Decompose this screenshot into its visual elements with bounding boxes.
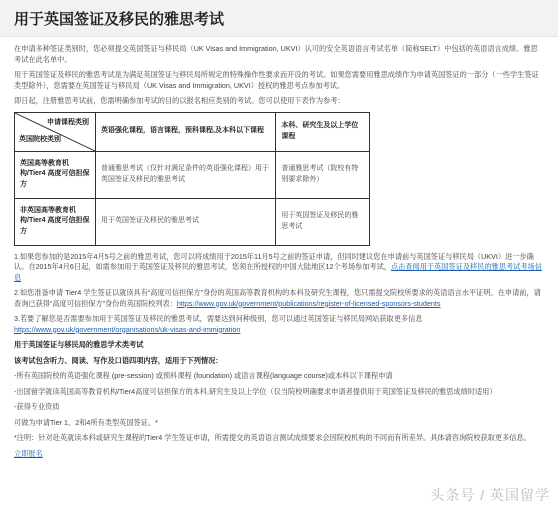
table-cell: 普通雅思考试（仅针对满足条件的英语强化课程）用于英国签证及移民的雅思考试 [96, 151, 276, 198]
note-2 [14, 288, 544, 309]
page-title: 用于英国签证及移民的雅思考试 [14, 11, 225, 28]
table-cell: 用于英国签证及移民的雅思考试 [276, 198, 370, 245]
corner-top-label: 申请课程类别 [47, 118, 89, 126]
note-3 [14, 314, 544, 335]
corner-bottom-label: 英国院校类别 [19, 136, 61, 143]
bullet-item: -获得专业资质 [14, 402, 60, 411]
title-bar [0, 0, 558, 37]
table-cell: 用于英国签证及移民的雅思考试 [96, 198, 276, 245]
table-row-header-1: 英国高等教育机构/Tier4 高度可信担保方 [15, 151, 96, 198]
note-1-text: 1.如果您参加的是2015年4月5号之前的雅思考试，您可以将成绩用于2015年11月5号之前的签证申请，但同时建议您在申请前与英国签证与移民局（UKVI）进一步确认。自2015年4月6日起，如需参加用于英国签证及移民的雅思考试，您须在所授权的中国大陆地区12个考场参加考试， [14, 251, 534, 271]
table-col-header-2: 本科、研究生及以上学位课程 [276, 112, 370, 151]
academic-subheading: 该考试包含听力、阅读、写作及口语四项内容，适用于下列情况： [14, 355, 223, 365]
register-now-link[interactable]: 立即报名 [14, 448, 43, 458]
intro-paragraph-3: 即日起，注册雅思考试前，您需明确参加考试的目的以报名相应类别的考试。您可以使用下表作为参考： [14, 96, 345, 105]
note-3-text: 3.若要了解您是否需要参加用于英国签证及移民的雅思考试，需要达到何种级别，您可以通过英国签证与移民局网站获取更多信息 [14, 314, 423, 323]
watermark: 头条号 / 英国留学 [430, 487, 550, 503]
tier-line: 可做为申请Tier 1、2和4所有类型英国签证。* [14, 417, 158, 427]
note-1 [14, 252, 544, 284]
ukvi-link[interactable]: https://www.gov.uk/government/organisations/uk-visas-and-immigration [14, 324, 241, 334]
exam-venue-link[interactable]: 点击查阅用于英国签证及移民的雅思考试考场信息 [14, 262, 542, 282]
note-2-text: 2.如您准备申请 Tier4 学生签证以就读具有“高度可信担保方”身份的英国高等教育机构的本科及研究生课程，您只需提交院校所要求的英语语言水平证明。在申请前，请查询已获得“高度可信担保方”身份的英国院校列表： [14, 288, 541, 308]
sponsor-register-link[interactable]: https://www.gov.uk/government/publications/register-of-licensed-sponsors-students [176, 298, 441, 308]
table-row-header-2: 非英国高等教育机构/Tier4 高度可信担保方 [15, 198, 96, 245]
bullet-item: -出国留学就读英国高等教育机构/Tier4高度可信担保方的本科,研究生及以上学位（仅当院校明确要求申请者提供用于英国签证及移民的雅思成绩时适用） [14, 386, 497, 396]
table-corner-cell [15, 112, 96, 151]
remark: *注明：针对赴英就读本科或研究生课程的Tier4 学生签证申请，所需提交的英语语言测试成绩要求会因院校机构的不同而有所差异。具体请咨询院校获取更多信息。 [14, 433, 531, 442]
table-col-header-1: 英语强化课程，语言课程，预科课程,及本科以下课程 [96, 112, 276, 151]
intro-paragraph-2: 用于英国签证及移民的雅思考试是为满足英国签证与移民局所规定的特殊操作性要求而开设的考试。如果您需要用雅思成绩作为申请英国签证的一部分（一些学生签证类型除外），您需要在英国签证与移民局（UK Visas and Immigration, UKVI）授权的雅思考点参加考试。 [14, 70, 539, 90]
table-cell: 普通雅思考试（院校有特别要求除外） [276, 151, 370, 198]
bullet-item: -所有英国院校的英语强化课程 (pre-session) 或预科课程 (foundation) 或语言课程(language course)或本科以下课程申请 [14, 371, 393, 380]
intro-paragraph-1: 在申请多种签证类别时，您必须提交英国签证与移民局（UK Visas and Immigration, UKVI）认可的安全英语语言考试名单（简称SELT）中包括的英语语言成绩。雅思考试在此名单中。 [14, 44, 538, 64]
exam-type-table [14, 112, 370, 246]
academic-heading: 用于英国签证与移民局的雅思学术类考试 [14, 340, 144, 349]
article-body [14, 44, 544, 459]
